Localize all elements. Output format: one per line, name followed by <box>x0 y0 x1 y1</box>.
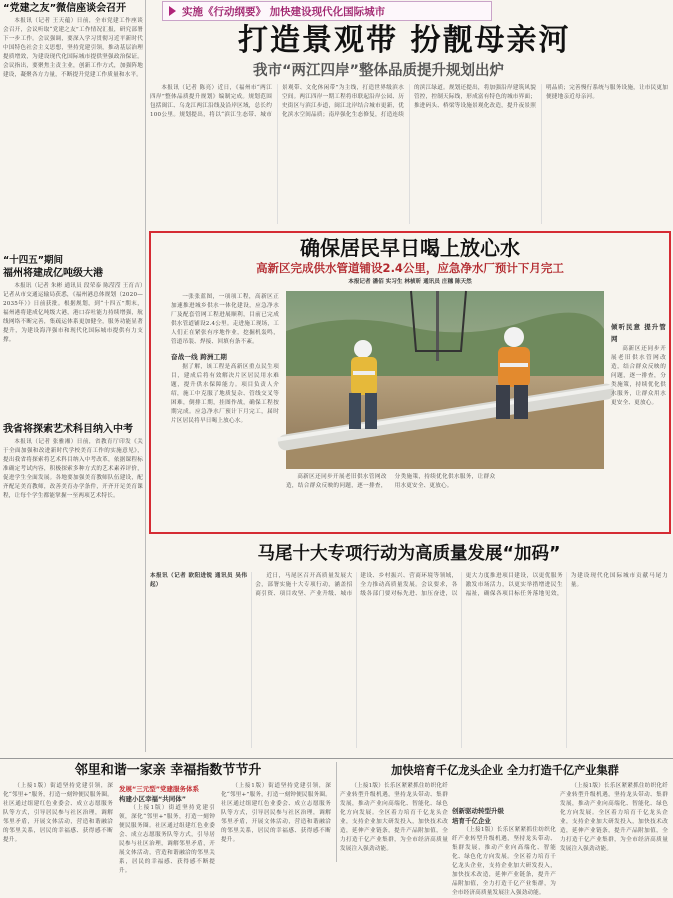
center-photo <box>286 291 604 469</box>
left-mid-headline-2: 福州将建成亿吨级大港 <box>3 268 103 279</box>
bottom-right-section-2: 培育千亿企业 <box>452 817 491 825</box>
center-text-col-right: 倾听民意 提升管网 高新区还同步开展老旧供水管网改造，结合群众反映的问题，逐一排查，分类施策，持续优化供水服务，让群众用水更安全、更放心。 <box>611 323 666 406</box>
bottom-right-section-1: 创新驱动转型升级 <box>452 807 504 815</box>
top-subheadline: 我市“两江四岸”整体品质提升规划出炉 <box>253 63 505 79</box>
center-byline: 本报记者 潘佰 实习生 林桢昕 通讯员 庄穗 陈天然 <box>348 279 472 285</box>
kicker-arrow-icon <box>169 6 176 16</box>
lower-headline: 马尾十大专项行动为高质量发展“加码” <box>257 544 561 564</box>
center-text-under-photo: 高新区还同步开展老旧供水管网改造，结合群众反映的问题，逐一排查，分类施策，持续优化供水服务，让群众用水更安全、更放心。 <box>286 474 496 489</box>
left-bottom-headline: 我省将探索艺术科目纳入中考 <box>3 424 133 435</box>
bottom-left-text: （上接1版）街道坚持党建引领，深化“邻里+”服务，打造一刻钟便民服务圈。社区通过组建红色业委会、成立志愿服务队等方式，引导居民参与社区治理，调解邻里矛盾，开展文体活动，营造和谐融洽的邻里关系，居民的幸福感、获得感不断提升。 <box>3 783 113 843</box>
top-article <box>148 0 670 228</box>
bottom-right-text: （上接1版）长乐区紧紧抓住纺织化纤产业转型升级机遇，坚持龙头带动、集群发展，推动产业向高端化、智能化、绿色化方向发展。全区着力培育千亿龙头企业，支持企业加大研发投入，加快技术改造，延伸产业链条，提升产品附加值，全力打造千亿产业集群，为全市经济高质量发展注入强劲动能。 <box>340 783 448 852</box>
top-article-text: 本报讯（记者 陈亮）近日，《福州市“两江四岸”整体品质提升规划》编制完成。规划范围包括闽江、乌龙江两江沿线及沿岸区域，总长约100公里。规划提出，将以“滨江生态带、城市景观带、文化休闲带”为主线，打造世界级滨水空间。两江四岸一期工程将串联起沿岸公园、历史街区与滨江步道，闽江北岸结合城市更新，优化滨水空间品质；南岸强化生态修复，打造连续的滨江绿道。规划还提出，将加强沿岸建筑风貌管控，控制天际线，形成富有特色的城市界面；推进码头、桥梁等设施景观化改造，提升夜景照明品质；完善慢行系统与服务设施，让市民更加便捷地亲近母亲河。 <box>150 85 668 118</box>
left-top-text: 本报讯（记者 王天蕴）日前，全市党建工作座谈会召开，会议听取“党建之友”工作情况汇报，研究部署下一步工作。会议强调，要深入学习贯彻习近平新时代中国特色社会主义思想，坚持党建引领，推动基层治理提质增效，为建设现代化国际城市提供坚强政治保证。会议指出，要聚焦主责主业，创新工作方式，加强阵地建设，凝聚各方力量，不断提升党建工作质量和水平。 <box>3 18 143 78</box>
bottom-left-box-title: 发展“三元型”党建服务体系 <box>119 785 200 793</box>
center-headline: 确保居民早日喝上放心水 <box>300 236 520 260</box>
bottom-middle-divider <box>336 762 337 862</box>
left-mid-headline-1: “十四五”期间 <box>3 255 63 266</box>
center-section-1: 奋战一线 跨洲工期 <box>171 353 228 361</box>
center-section-2: 倾听民意 提升管网 <box>611 323 666 343</box>
left-column <box>3 0 143 760</box>
center-text-col-1: 一张张蓝图，一项项工程，高新区正加速推进城乡供水一体化建设，应急净水厂及配套管网工程进展顺利，目前已完成供水管道铺设2.4公里。走进施工现场，工人们正在紧张有序地作业，挖掘机轰鸣，管道吊装、焊接、回填有条不紊。 奋战一线 跨洲工期 据了解，该工程是高新区重点民生项目，建成后将有效解决片区居民用水难题，提升供水保障能力。项目负责人介绍，施工中克服了地质复杂、管线交叉等困难，倒排工期，挂图作战，确保工程按期完成。应急净水厂预计下月完工，届时片区居民将早日喝上放心水。 <box>171 294 279 424</box>
left-mid-text: 本报讯（记者 朱彬 通讯员 段荣泰 陈滢滢 王育吉）记者从市交通运输局获悉，《福州港总体规划（2020—2035年）》日前获批。根据规划，到“十四五”期末，福州港将建成亿吨级大港，港口吞吐能力持续增强，航线网络不断完善，集疏运体系更加健全，服务功能显著提升，为建设海洋强市和现代化国际城市提供有力支撑。 <box>3 283 143 343</box>
center-article-box <box>149 231 671 534</box>
bottom-right-text-2: （上接1版）长乐区紧紧抓住纺织化纤产业转型升级机遇，坚持龙头带动、集群发展，推动产业向高端化、智能化、绿色化方向发展。全区着力培育千亿龙头企业，支持企业加大研发投入，加快技术改造，延伸产业链条，提升产品附加值，全力打造千亿产业集群，为全市经济高质量发展注入强劲动能。 <box>560 783 668 852</box>
left-bottom-text: 本报讯（记者 张雅湘）日前，省教育厅印发《关于全面加强和改进新时代学校美育工作的实施意见》，提出我省将探索将艺术科目纳入中考改革，依据课程标准确定考试内容，积极探索多种方式的艺术素养评价，促进学生全面发展。各地要加强美育教师队伍建设，配齐配足美育教师，改善美育办学条件，开齐开足美育课程，让每个学生都能掌握一至两项艺术特长。 <box>3 439 143 499</box>
bottom-left-box-subtitle: 构建小区幸福“共同体” <box>119 795 187 803</box>
bottom-right-headline: 加快培育千亿龙头企业 全力打造千亿产业集群 <box>391 764 619 777</box>
bottom-right-middle: 创新驱动转型升级 培育千亿企业 （上接1版）长乐区紧紧抓住纺织化纤产业转型升级机遇，坚持龙头带动、集群发展，推动产业向高端化、智能化、绿色化方向发展。全区着力培育千亿龙头企业，支持企业加大研发投入，加快技术改造，延伸产业链条，提升产品附加值，全力打造千亿产业集群，为全市经济高质量发展注入强劲动能。 <box>452 807 556 896</box>
workers-laying-pipe-photo <box>286 291 604 469</box>
bottom-left-headline: 邻里和谐一家亲 幸福指数节节升 <box>74 763 262 778</box>
bottom-section-divider <box>0 758 673 759</box>
kicker: 实施《行动纲要》 加快建设现代化国际城市 <box>162 1 492 21</box>
left-column-divider <box>145 0 146 752</box>
bottom-left-article <box>3 762 333 874</box>
lower-article <box>148 538 670 753</box>
top-headline: 打造景观带 扮靓母亲河 <box>238 23 571 58</box>
bottom-left-text-2: （上接1版）街道坚持党建引领，深化“邻里+”服务，打造一刻钟便民服务圈。社区通过组建红色业委会、成立志愿服务队等方式，引导居民参与社区治理，调解邻里矛盾，开展文体活动，营造和谐融洽的邻里关系，居民的幸福感、获得感不断提升。 <box>221 783 331 843</box>
left-top-headline: “党建之友”微信座谈会召开 <box>3 3 127 14</box>
center-subheadline: 高新区完成供水管道铺设2.4公里，应急净水厂预计下月完工 <box>256 261 564 275</box>
bottom-left-box: 发展“三元型”党建服务体系 构建小区幸福“共同体” （上接1版）街道坚持党建引领，深化“邻里+”服务，打造一刻钟便民服务圈。社区通过组建红色业委会、成立志愿服务队等方式，引导居民参与社区治理，调解邻里矛盾，开展文体活动，营造和谐融洽的邻里关系，居民的幸福感、获得感不断提升。 <box>119 785 215 874</box>
bottom-right-article <box>340 762 670 896</box>
lower-article-text: 本报讯（记者 欧阳进锐 通讯员 吴伟起） 近日，马尾区召开高质量发展大会，部署实施十大专项行动，涵盖招商引资、项目攻坚、产业升级、城市建设、乡村振兴、营商环境等领域，全力推动高质量发展。会议要求，各级各部门要对标先进、加压奋进，以更大力度推进项目建设，以更优服务激发市场活力，以更实举措增进民生福祉，确保各项目标任务落地见效，为建设现代化国际城市贡献马尾力量。 <box>150 573 668 597</box>
